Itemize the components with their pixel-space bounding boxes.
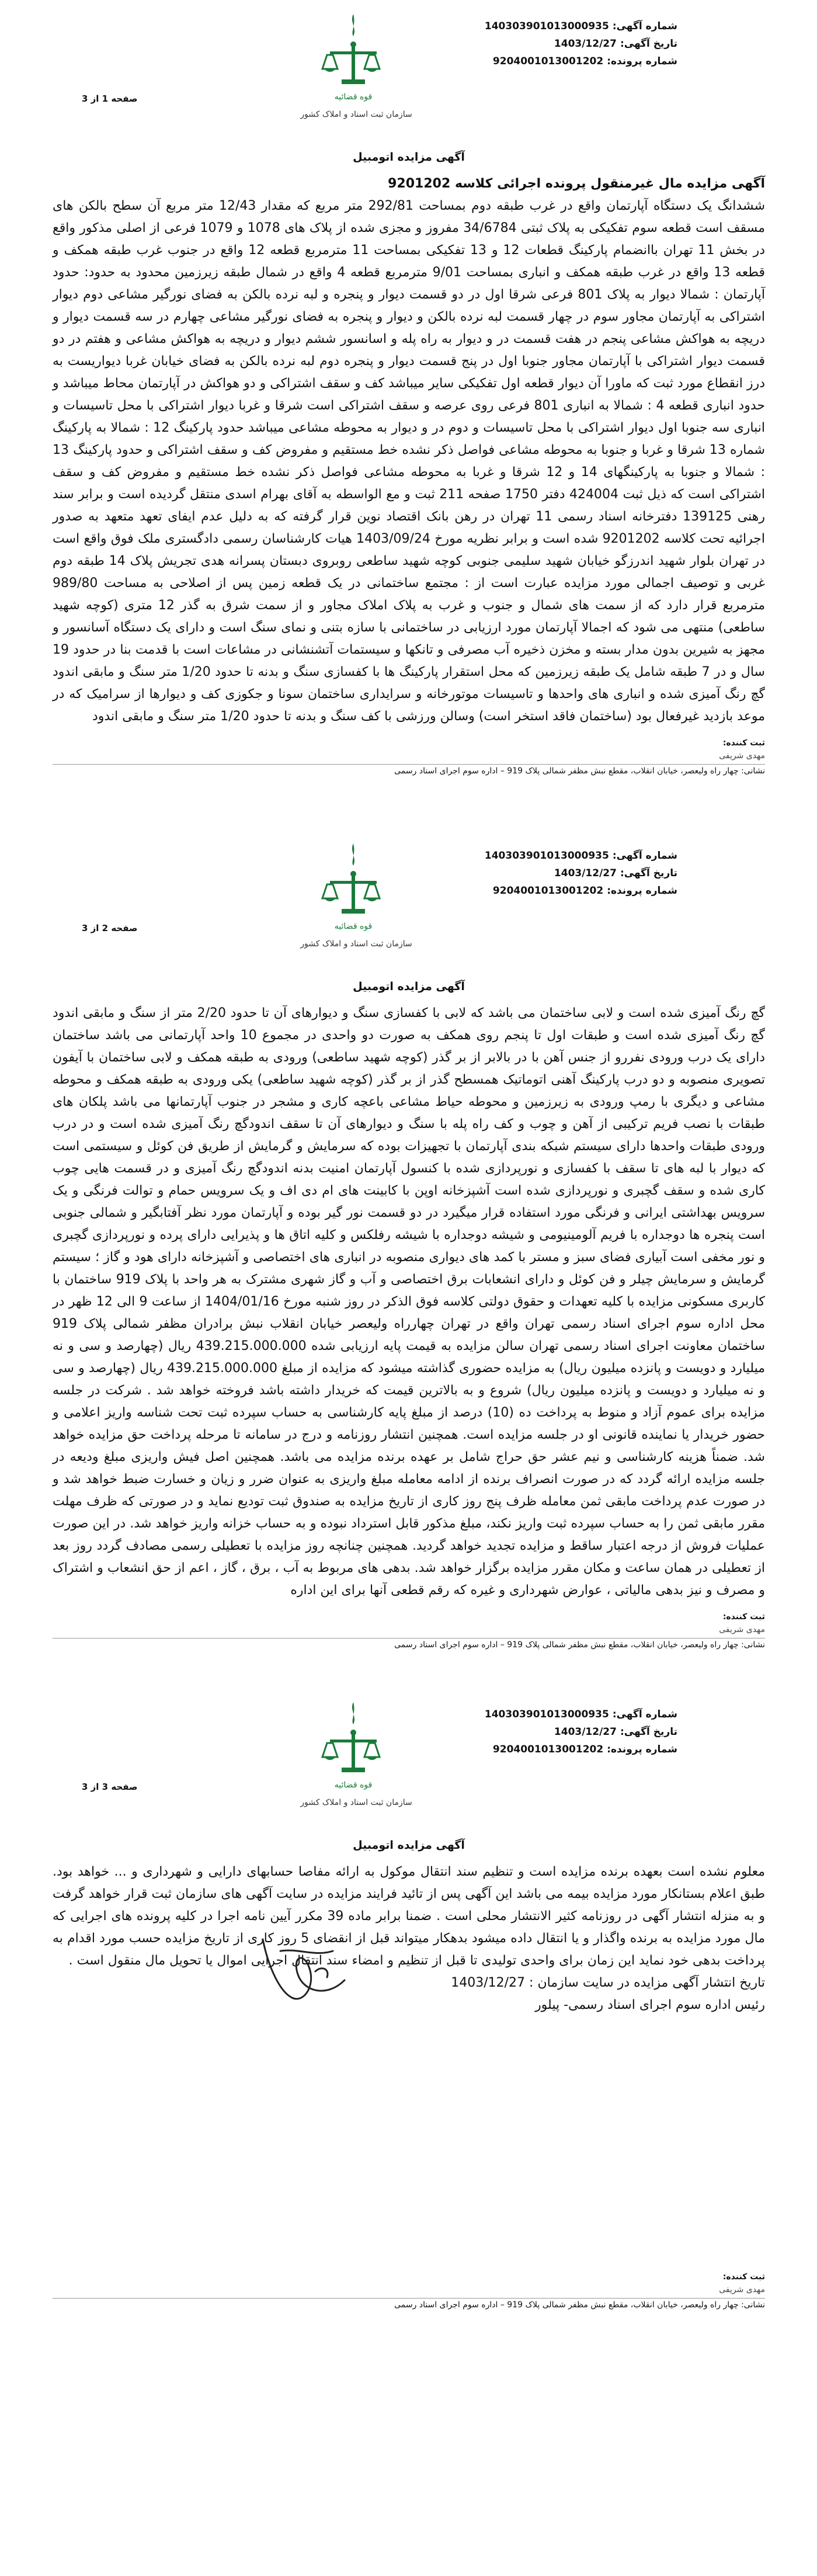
office-address: نشانی: چهار راه ولیعصر، خیابان انقلاب، مقطع نبش مظفر شمالی پلاک 919 – اداره سوم اجرای اسناد رسمی — [394, 2300, 765, 2310]
notice-paragraph: گچ رنگ آمیزی شده است و لابی ساختمان می باشد که لابی با کفسازی سنگ و دیوارهای آن تا حدود 2/20 متر از سنگ و مابقی اندود گچ رنگ آمیزی شده است و طبقات اول تا پنجم روی همکف به صورت دو واحدی در مجموع 10 واحد آپارتمانی می باشد ساختمان دارای یک درب ورودی نفررو از جنس آهن با در بالابر از بر گذر (کوچه شهید ساطعی) ورودی به طبقه همکف و لابی ساختمان با آیفون تصویری منصوبه و دو درب پارکینگ آهنی اتوماتیک همسطح گذر از بر گذر (کوچه شهید ساطعی) یکی ورودی به طبقه همکف و محوطه مشاعی و دیگری با رمپ ورودی به زیرزمین و محوطه حیاط مشاعی باعچه کاری و مشجر در جنوب آپارتمانها می باشد پلکان های طبقات با نصب فریم ترکیبی از آهن و چوب و کف راه پله با سنگ و دیوارهای آن تا سقف اندودگچ رنگ آمیزی شده است و در درب ورودی طبقات واحدها دارای سیستم شبکه بندی آپارتمان با تجهیزات بوده که سرمایش و گرمایش از طریق فن کوئل و سیستمی است که دیوار با لبه های تا سقف با کفسازی و نورپردازی شده با کنسول آپارتمان امنیت بدنه اندودگچ رنگ آمیزی و در قسمت هایی چوب کاری شده و سقف گچبری و نورپردازی شده است آشپزخانه اوپن با کابینت های ام دی اف و یک سرویس حمام و توالت فرنگی و یک سرویس بهداشتی ایرانی و فرنگی مورد استفاده قرار میگیرد در دو قسمت نور گیر بوده و آپارتمان مورد نظر آفتابگیر و شمالی جنوبی است پنجره ها دوجداره با فریم آلومینیومی و شیشه دوجداره با شیشه رفلکس و کلیه اتاق ها و پذیرایی دارای پرده و نورپردازی گچبری و نور مخفی است آبیاری فضای سبز و مستر با کمد های دیواری منصوبه در انباری های اختصاصی و آشپزخانه دارای هود و گاز ؛ سیستم گرمایش و سرمایش چیلر و فن کوئل و دارای انشعابات برق اختصاصی و آب و گاز شهری مشترک به هر واحد با پلاک 919 ساختمان با کاربری مسکونی مزایده با کلیه تعهدات و حقوق دولتی کلاسه فوق الذکر در روز شنبه مورخ 1404/01/16 از ساعت 9 الی 12 ظهر در محل اداره سوم اجرای اسناد رسمی تهران واقع در تهران چهارراه ولیعصر خیابان انقلاب نبش برادران مظفر شمالی پلاک 919 ساختمان معاونت اجرای اسناد رسمی تهران سالن مزایده به قیمت پایه ارزیابی شده 439.215.000.000 ریال (چهارصد و سی و نه میلیارد و دویست و پانزده میلیون ریال) به مزایده حضوری گذاشته میشود که مزایده از مبلغ 439.215.000.000 ریال (چهارصد و سی و نه میلیارد و دویست و پانزده میلیون ریال) شروع و به بالاترین قیمت که خریدار داشته باشد فروخته خواهد شد . شرکت در جلسه مزایده برای عموم آزاد و منوط به پرداخت ده (10) درصد از مبلغ پایه کارشناسی به حساب سپرده ثبت تحت شناسه واریز اعلامی و حضور خریدار یا نماینده قانونی او در جلسه مزایده است. همچنین انتشار روزنامه و درج در سامانه تا مرحله پرداخت حق مزایده خواهد شد. ضمناً هزینه کارشناسی و نیم عشر حق حراج شامل بر عهده برنده مزایده می باشد. همچنین اصل فیش واریزی مبلغ ودیعه در جلسه مزایده ارائه گردد که در صورت انصراف برنده از ادامه معامله مبلغ واریزی به عنوان ضرر و زیان و خسارت ضبط خواهد شد و در صورت عدم پرداخت مابقی ثمن معامله ظرف پنج روز کاری از تاریخ مزایده به صندوق ثبت تودیع نماید و در صورتی که ظرف مهلت مقرر مابقی ثمن را به حساب سپرده ثبت واریز نکند، مبلغ مذکور قابل استرداد نبوده و به حساب خزانه واریز خواهد شد. در این صورت عملیات فروش از درجه اعتبار ساقط و مزایده تجدید خواهد گردید. همچنین چنانچه روز مزایده با تعطیلی رسمی مصادف گردد روز بعد از تعطیلی در همان ساعت و مکان مقرر مزایده برگزار خواهد شد. بدهی های مربوط به آب ، برق ، گاز ، اعم از حق انشعاب و اشتراک و مصرف و نیز بدهی مالیاتی ، عوارض شهرداری و غیره که رقم قطعی آنها برای این اداره — [53, 1006, 766, 1598]
document-page — [35, 829, 783, 1672]
document-page — [35, 0, 783, 798]
org-motto: قوه قضائیه — [334, 92, 373, 102]
notice-body — [53, 1002, 765, 1602]
registrar-name: مهدی شریفی — [719, 2285, 765, 2294]
ad-date: 1403/12/27 — [554, 38, 617, 50]
registrar-name: مهدی شریفی — [719, 1625, 765, 1634]
page-footer — [53, 728, 765, 798]
ad-number: 140303901013000935 — [484, 1709, 609, 1720]
page-header — [35, 829, 783, 975]
footer-divider — [53, 764, 765, 765]
ad-meta: شماره آگهی:140303901013000935 تاریخ آگهی:1403/12/27 شماره پرونده:9204001013001202 — [484, 20, 677, 67]
notice-body — [53, 173, 765, 728]
org-motto: قوه قضائیه — [334, 922, 373, 931]
office-address: نشانی: چهار راه ولیعصر، خیابان انقلاب، مقطع نبش مظفر شمالی پلاک 919 – اداره سوم اجرای اسناد رسمی — [394, 1640, 765, 1650]
file-number: 9204001013001202 — [492, 1744, 604, 1755]
registrar-label: ثبت کننده: — [722, 738, 765, 748]
page-title: آگهی مزایده اتومبیل — [353, 1839, 465, 1852]
org-name: سازمان ثبت اسناد و املاک کشور — [300, 110, 412, 119]
publication-date-line: تاریخ انتشار آگهی مزایده در سایت سازمان : 1403/12/27 — [451, 1976, 765, 1990]
page-number: صفحه 2 از 3 — [82, 923, 138, 933]
ad-meta: شماره آگهی:140303901013000935 تاریخ آگهی:1403/12/27 شماره پرونده:9204001013001202 — [484, 850, 677, 897]
org-motto: قوه قضائیه — [334, 1780, 373, 1790]
judiciary-emblem-icon — [315, 11, 391, 110]
file-number: 9204001013001202 — [492, 885, 604, 897]
handwritten-signature-icon — [245, 1916, 362, 2015]
ad-number: 140303901013000935 — [484, 20, 609, 32]
judiciary-emblem-icon — [315, 840, 391, 939]
ad-meta: شماره آگهی:140303901013000935 تاریخ آگهی:1403/12/27 شماره پرونده:9204001013001202 — [484, 1709, 677, 1755]
notice-body — [53, 1861, 765, 2016]
org-name: سازمان ثبت اسناد و املاک کشور — [300, 939, 412, 949]
document-page — [35, 1688, 783, 2332]
notice-paragraph: ششدانگ یک دستگاه آپارتمان واقع در غرب طبقه دوم بمساحت 292/81 متر مربع که مقدار 12/43 متر مربع آن سطح بالکن های مسقف است قطعه سوم تفکیکی به پلاک ثبتی 34/6784 مفروز و مجزی شده از پلاک های 1078 و 1079 فرعی از اصلی مذکور واقع در بخش 11 تهران باانضمام پارکینگ قطعات 12 و 13 تفکیکی بمساحت 11 مترمربع قطعه 12 واقع در جنوب غرب طبقه همکف و قطعه 13 واقع در غرب طبقه همکف و انباری بمساحت 9/01 مترمربع قطعه 4 واقع در شمال طبقه زیرزمین محدود به حدود: حدود آپارتمان : شمالا دیوار به پلاک 801 فرعی شرقا اول در دو قسمت دیوار و پنجره و لبه نرده بالکن به فضای نورگیر مشاعی دوم دیوار اشتراکی به آپارتمان مجاور سوم در چهار قسمت لبه نرده بالکن و دیوار و پنجره به فضای نورگیر مشاعی چهارم در سه قسمت دیوار و دریچه به هواکش مشاعی پنجم در هفت قسمت در و دیوار به راه پله و اسانسور ششم دیوار و دریچه به هواکش مشاعی و هفتم در دو قسمت دیوار اشتراکی با آپارتمان مجاور جنوبا اول در پنج قسمت دیوار و پنجره دوم لبه نرده بالکن به فضای خیابان غربا دیواریست به درز انقطاع مورد ثبت که ماورا آن دیوار قطعه اول تفکیکی سایر میباشد کف و سقف اشتراکی و دو هواکش در آپارتمان محاط میباشد و حدود انباری قطعه 4 : شمالا به انباری 801 فرعی روی عرصه و سقف اشتراکی است شرقا و غربا دیوار اشتراکی با محل تاسیسات و انباری سه جنوبا اول دیوار اشتراکی با محل تاسیسات و دوم در و دیوار به محوطه مشاعی میباشد حدود پارکینگ 12 : شمالا به پارکینگ شماره 13 شرقا و غربا و جنوبا به محوطه مشاعی فواصل ذکر نشده خط مستقیم و مفروض کف و سقف اشتراکی و حدود پارکینگ 13 : شمالا و جنوبا به پارکینگهای 14 و 12 شرقا و غربا به محوطه مشاعی فواصل ذکر نشده خط مستقیم و مفروض کف و سقف اشتراکی است که ذیل ثبت 424004 دفتر 1750 صفحه 211 ثبت و مع الواسطه به آقای بهرام اسدی منتقل گردیده است و برابر سند رهنی 139125 دفترخانه اسناد رسمی 11 تهران در رهن بانک اقتصاد نوین قرار گرفته که به دلیل عدم ایفای تعهد متعهد به صدور اجرائیه تحت کلاسه 9201202 شده است و برابر نظریه مورخ 1403/09/24 هیات کارشناسان رسمی دادگستری ملک فوق واقع است در تهران بلوار شهید اندرزگو خیابان شهید سلیمی جنوبی کوچه شهید ساطعی روبروی دبستان پسرانه هدی تجریش پلاک 14 طبقه دوم غربی و توصیف اجمالی مورد مزایده عبارت است از : مجتمع ساختمانی در یک قطعه زمین پس از اصلاحی به مساحت 989/80 مترمربع قرار دارد که از سمت های شمال و جنوب و غرب به پلاک املاک مجاور و از سمت شرق به گذر 12 متری (کوچه شهید ساطعی) منتهی می شود که اجمالا آپارتمان مورد ارزیابی در ساختمانی با سازه بتنی و نمای سنگ است و دارای یک دستگاه آسانسور و مجهز به شیرین بدون مدار بسته و مخزن ذخیره آب مصرفی و تانکها و سیستمات آتشنشانی در مشاعات است با قدمت بنا در حدود 19 سال و در 7 طبقه شامل یک طبقه زیرزمین که محل استقرار پارکینگ ها با کفسازی سنگ و بدنه تا حدود 1/20 متر سنگ و مابقی اندود گچ رنگ آمیزی شده و انباری های واحدها و تاسیسات موتورخانه و سرایداری ساختمان سونا و جکوزی کف و دیوارها از سرامیک که در موعد بازدید غیرفعال بود (ساختمان فاقد استخر است) وسالن ورزشی با کف سنگ و بدنه تا حدود 1/20 متر سنگ و مابقی اندود — [53, 199, 766, 724]
notice-paragraph: معلوم نشده است بعهده برنده مزایده است و تنظیم سند انتقال موکول به ارائه مفاصا حسابهای دارایی و شهرداری و ... خواهد بود. طبق اعلام بستانکار مورد مزایده بیمه می باشد این آگهی پس از تائید فرایند مزایده در سایت آگهی های سازمان ثبت قرار خواهد گرفت و به منزله انتشار آگهی در روزنامه کثیر الانتشار محلی است . ضمنا برابر ماده 39 مکرر آیین نامه اجرا در کلیه پرونده های اجرایی که مال مورد مزایده به برنده واگذار و یا انتقال داده میشود بدهکار میتواند قبل از انقضای 5 روز کاری از تاریخ مزایده حسب مورد اقدام به پرداخت بدهی خود نماید این زمان برای واحدی تولیدی تا قبل از تنظیم و امضاء سند انتقال اجرایی اموال یا تحویل مال منقول است . — [53, 1865, 765, 1968]
signature-area — [35, 2016, 783, 2262]
registrar-label: ثبت کننده: — [722, 2272, 765, 2282]
page-footer — [53, 1602, 765, 1672]
footer-divider — [53, 2298, 765, 2299]
notice-heading: آگهی مزایده مال غیرمنقول پرونده اجرائی کلاسه 9201202 — [388, 176, 765, 191]
judiciary-emblem-icon — [315, 1699, 391, 1798]
signatory-line: رئیس اداره سوم اجرای اسناد رسمی- پیلور — [535, 1998, 765, 2012]
registrar-name: مهدی شریفی — [719, 751, 765, 761]
page-header — [35, 0, 783, 146]
page-title: آگهی مزایده اتومبیل — [353, 980, 465, 993]
page-title: آگهی مزایده اتومبیل — [353, 151, 465, 164]
office-address: نشانی: چهار راه ولیعصر، خیابان انقلاب، مقطع نبش مظفر شمالی پلاک 919 – اداره سوم اجرای اسناد رسمی — [394, 766, 765, 776]
org-name: سازمان ثبت اسناد و املاک کشور — [300, 1798, 412, 1807]
registrar-label: ثبت کننده: — [722, 1612, 765, 1622]
page-number: صفحه 3 از 3 — [82, 1782, 138, 1792]
page-number: صفحه 1 از 3 — [82, 93, 138, 104]
ad-date: 1403/12/27 — [554, 867, 617, 879]
file-number: 9204001013001202 — [492, 55, 604, 67]
ad-number: 140303901013000935 — [484, 850, 609, 862]
ad-date: 1403/12/27 — [554, 1726, 617, 1738]
page-header — [35, 1688, 783, 1834]
page-footer — [53, 2262, 765, 2332]
